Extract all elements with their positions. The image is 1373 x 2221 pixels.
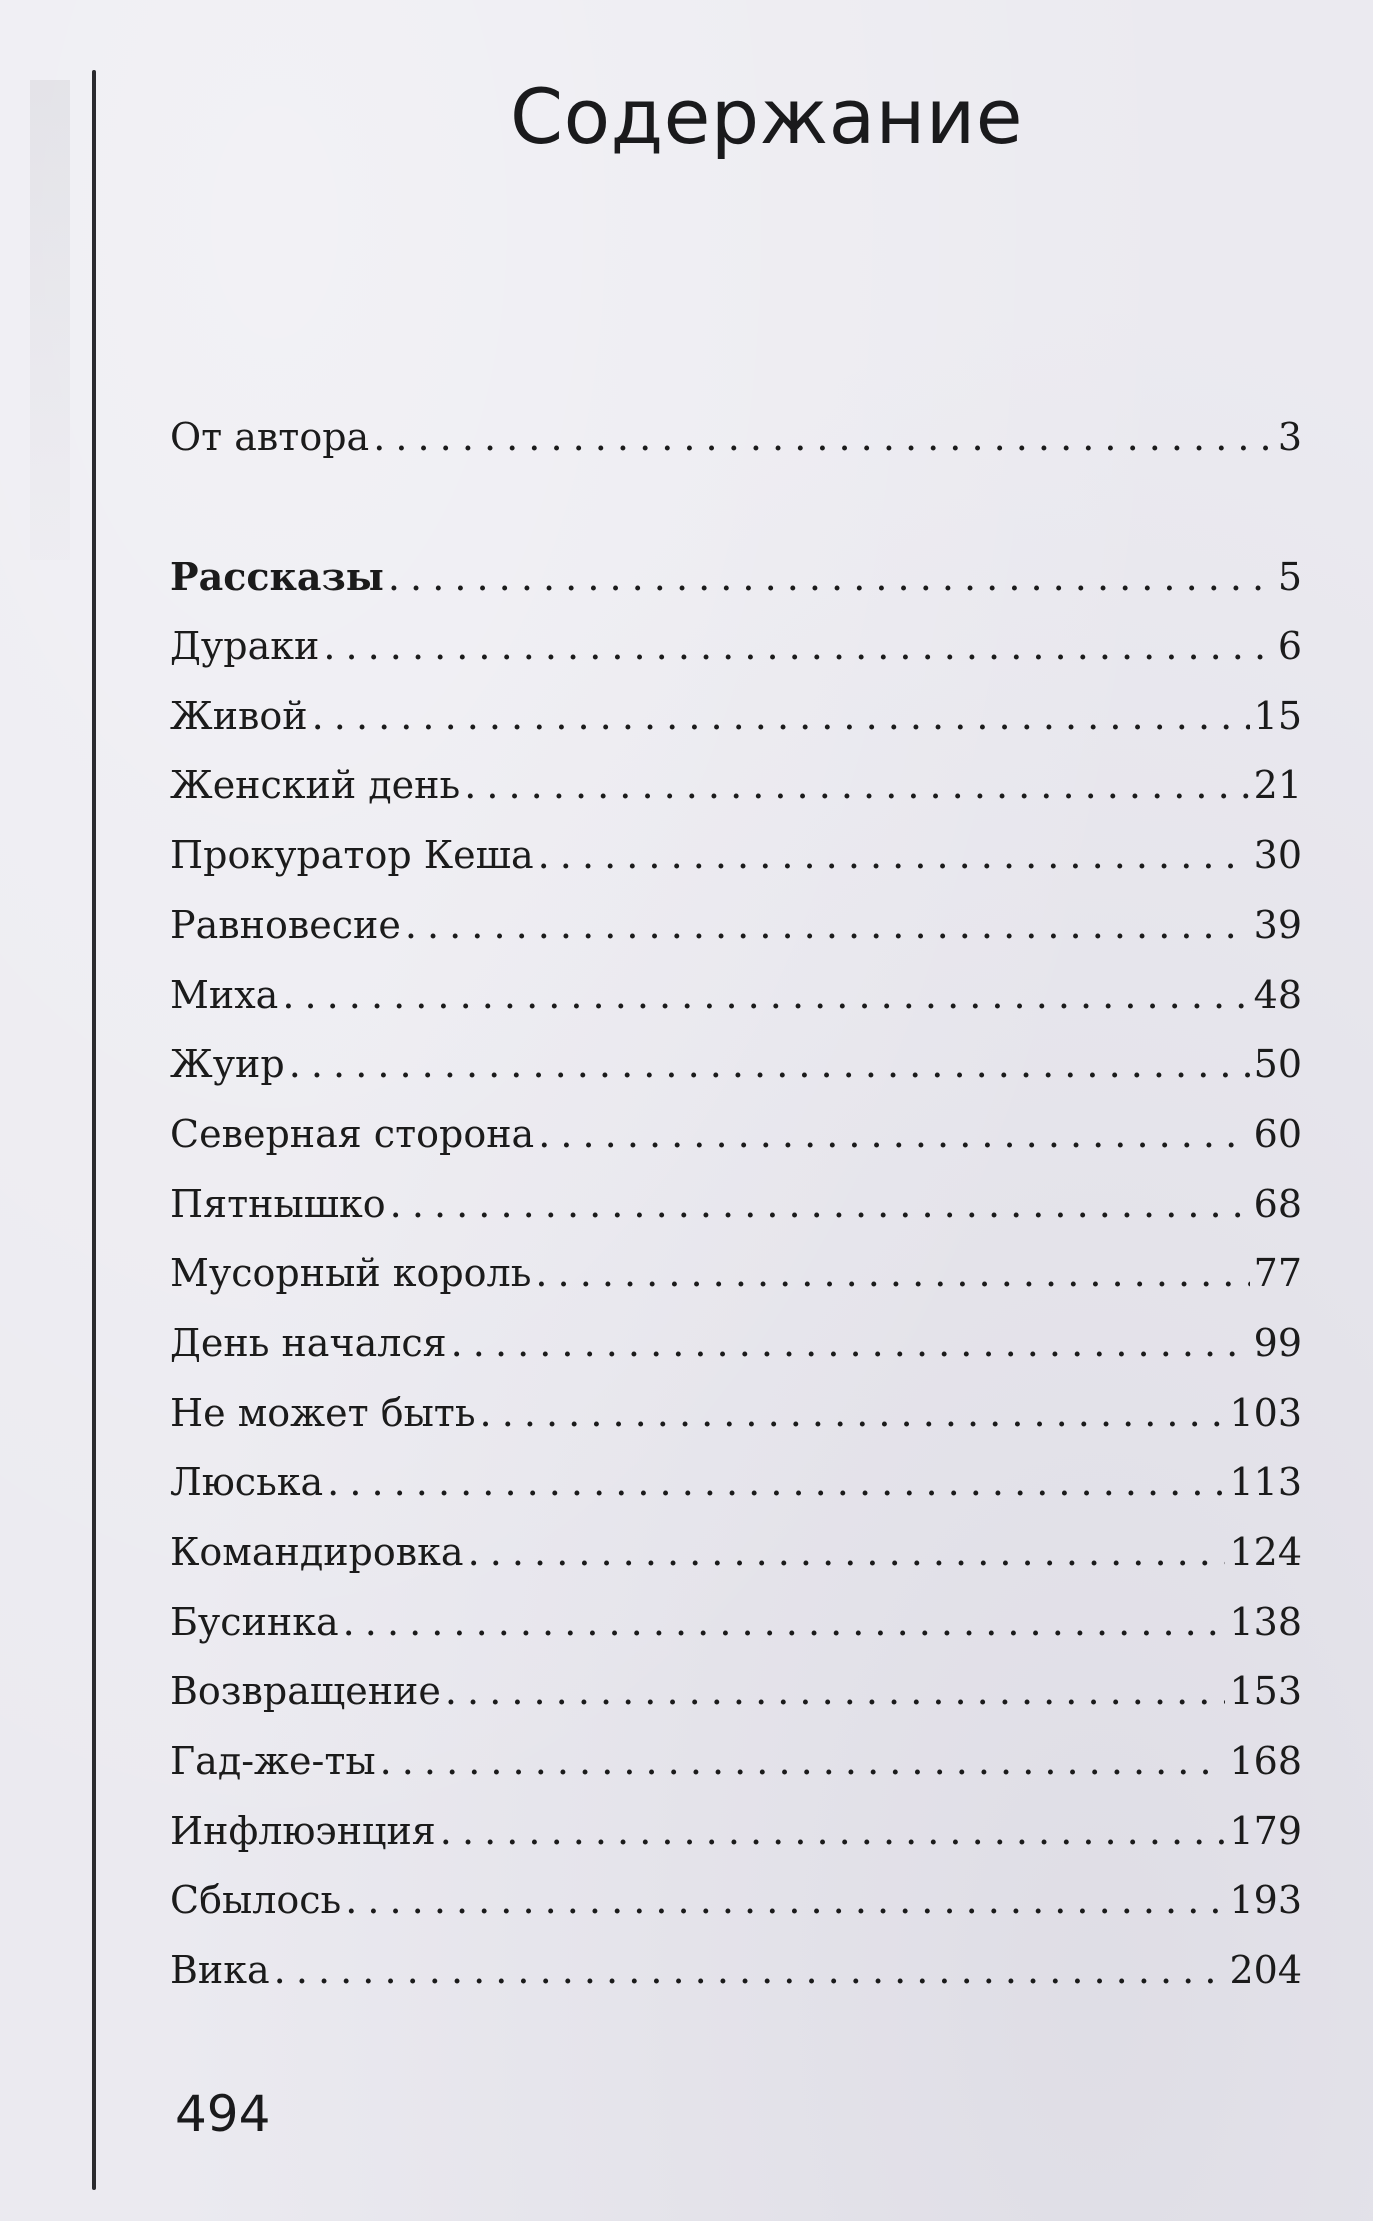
toc-entry-title: Не может быть [170,1390,476,1435]
toc-entry-page: 39 [1253,902,1302,947]
toc-section-heading [170,542,1302,612]
toc-entry-page: 99 [1253,1320,1302,1365]
toc-entry [170,751,1302,821]
toc-entry-page: 138 [1229,1599,1302,1644]
toc-entry-title: Дураки [170,624,320,669]
toc-entry-title: Возвращение [170,1669,441,1714]
page-title: Содержание [510,72,1023,161]
toc-entry [170,1727,1302,1797]
toc-entry [170,1936,1302,2006]
toc-entry [170,1309,1302,1379]
toc-entry [170,682,1302,752]
toc-leader-dots [345,1866,1225,1936]
toc-entry-title: От автора [170,415,370,459]
toc-entry [170,1239,1302,1309]
toc-entry [170,1866,1302,1936]
toc-entry-title: Миха [170,972,279,1017]
toc-entry-title: Мусорный король [170,1251,532,1296]
toc-leader-dots [538,1100,1249,1170]
toc-entry-page: 77 [1253,1251,1302,1296]
toc-leader-dots [405,891,1250,961]
page-margin-shadow [30,80,70,560]
toc-entry [170,1170,1302,1240]
toc-entry [170,1518,1302,1588]
table-of-contents [170,403,1302,2006]
toc-leader-dots [440,1797,1226,1867]
toc-leader-dots [468,1518,1226,1588]
toc-entry [170,612,1302,682]
toc-entry-page: 6 [1277,624,1302,669]
toc-entry [170,961,1302,1031]
toc-entry-page: 103 [1229,1390,1302,1435]
toc-leader-dots [451,1309,1250,1379]
toc-leader-dots [327,1448,1225,1518]
toc-leader-dots [373,403,1274,473]
toc-entry-title: Бусинка [170,1599,339,1644]
toc-entry-page: 179 [1229,1808,1302,1853]
toc-entry-page: 60 [1253,1111,1302,1156]
toc-entry-title: Командировка [170,1530,464,1574]
toc-entry-page: 50 [1253,1042,1302,1087]
toc-entry [170,1657,1302,1727]
toc-entry-title: Сбылось [170,1878,342,1923]
toc-entry-title: Равновесие [170,902,401,947]
toc-leader-dots [312,682,1250,752]
toc-leader-dots [445,1657,1226,1727]
toc-leader-dots [480,1379,1226,1449]
toc-entry [170,1797,1302,1867]
toc-entry-title: Живой [170,693,308,738]
page-number: 494 [175,2085,271,2143]
toc-leader-dots [323,612,1274,682]
toc-entry-title: Жуир [170,1042,285,1087]
toc-entry [170,1588,1302,1658]
toc-entry-title: Прокуратор Кеша [170,833,534,878]
toc-entry-page: 21 [1253,763,1302,808]
toc-leader-dots [343,1588,1226,1658]
toc-entry-page: 3 [1277,415,1302,459]
toc-leader-dots [390,1170,1250,1240]
toc-leader-dots [538,821,1250,891]
toc-leader-dots [274,1936,1226,2006]
toc-entry-title: Люська [170,1460,324,1505]
toc-leader-dots [380,1727,1226,1797]
toc-entry-title: Женский день [170,763,461,808]
toc-leader-dots [282,961,1249,1031]
toc-entry-page: 30 [1253,833,1302,878]
toc-entry-page: 193 [1229,1878,1302,1923]
toc-entry-title: Пятнышко [170,1181,386,1226]
toc-section-title: Рассказы [170,554,384,600]
toc-entry [170,1030,1302,1100]
toc-entry-title: Гад-же-ты [170,1739,376,1784]
toc-entry-title: Инфлюэнция [170,1808,436,1853]
toc-section-page: 5 [1277,555,1302,600]
toc-spacer [170,473,1302,543]
toc-entry-title: День начался [170,1320,447,1365]
toc-leader-dots [535,1239,1249,1309]
toc-leader-dots [289,1030,1250,1100]
toc-entry [170,891,1302,961]
toc-entry [170,1448,1302,1518]
toc-entry-page: 68 [1253,1181,1302,1226]
toc-entry-page: 153 [1229,1669,1302,1714]
toc-entry-page: 124 [1229,1530,1302,1574]
toc-entry [170,1379,1302,1449]
margin-rule [92,70,96,2190]
toc-leader-dots [388,543,1274,613]
toc-entry-page: 48 [1253,972,1302,1017]
toc-entry-page: 168 [1229,1739,1302,1784]
toc-entry [170,1100,1302,1170]
toc-entry-page: 113 [1229,1460,1302,1505]
toc-entry [170,403,1302,473]
toc-entry-page: 15 [1253,693,1302,738]
toc-leader-dots [464,751,1249,821]
toc-entry [170,821,1302,891]
toc-entry-title: Вика [170,1948,270,1993]
toc-entry-page: 204 [1229,1948,1302,1993]
toc-entry-title: Северная сторона [170,1111,535,1156]
